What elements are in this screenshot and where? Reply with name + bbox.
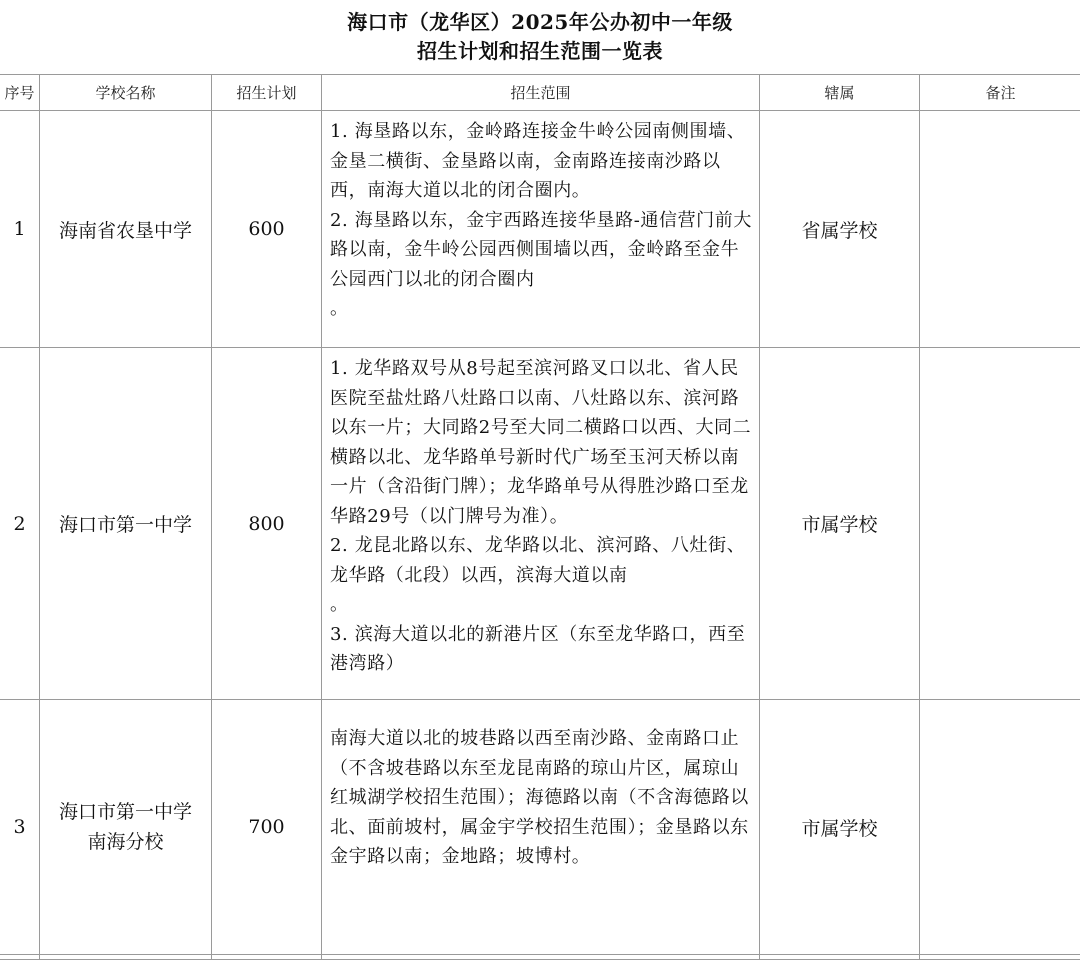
enrollment-range bbox=[322, 700, 760, 955]
table-row bbox=[0, 111, 1080, 348]
header-index: 序号 bbox=[0, 75, 40, 111]
header-plan: 招生计划 bbox=[212, 75, 322, 111]
table-row bbox=[0, 348, 1080, 700]
affiliation: 市属学校 bbox=[760, 348, 920, 700]
empty-cell bbox=[40, 955, 212, 960]
document-title bbox=[0, 0, 1080, 74]
range-line: 。 bbox=[330, 590, 753, 620]
affiliation: 省属学校 bbox=[760, 111, 920, 348]
row-index: 1 bbox=[0, 111, 40, 348]
school-name: 海南省农垦中学 bbox=[40, 111, 212, 348]
empty-cell bbox=[0, 955, 40, 960]
title-line-2: 招生计划和招生范围一览表 bbox=[0, 37, 1080, 66]
school-name-line: 海口市第一中学 bbox=[40, 797, 211, 827]
range-line: 2. 龙昆北路以东、龙华路以北、滨河路、八灶街、龙华路（北段）以西，滨海大道以南 bbox=[330, 531, 753, 590]
remarks bbox=[920, 111, 1080, 348]
remarks bbox=[920, 700, 1080, 955]
header-remarks: 备注 bbox=[920, 75, 1080, 111]
row-index: 3 bbox=[0, 700, 40, 955]
enrollment-plan: 800 bbox=[212, 348, 322, 700]
range-line: 1. 海垦路以东，金岭路连接金牛岭公园南侧围墙、金垦二横街、金垦路以南，金南路连接南沙路以西，南海大道以北的闭合圈内。 bbox=[330, 117, 753, 206]
title-line-1: 海口市（龙华区）2025年公办初中一年级 bbox=[0, 8, 1080, 37]
range-line: 南海大道以北的坡巷路以西至南沙路、金南路口止（不含坡巷路以东至龙昆南路的琼山片区，属琼山红城湖学校招生范围）；海德路以南（不含海德路以北、面前坡村，属金宇学校招生范围）；金垦路以东金宇路以南；金地路；坡博村。 bbox=[330, 724, 753, 872]
school-name: 海口市第一中学 bbox=[40, 348, 212, 700]
table-row-partial bbox=[0, 955, 1080, 960]
header-row bbox=[0, 75, 1080, 111]
range-line: 2. 海垦路以东，金宇西路连接华垦路-通信营门前大路以南，金牛岭公园西侧围墙以西，金岭路至金牛公园西门以北的闭合圈内 bbox=[330, 206, 753, 295]
header-affiliation: 辖属 bbox=[760, 75, 920, 111]
empty-cell bbox=[920, 955, 1080, 960]
remarks bbox=[920, 348, 1080, 700]
table-row bbox=[0, 700, 1080, 955]
range-line: 1. 龙华路双号从8号起至滨河路叉口以北、省人民医院至盐灶路八灶路口以南、八灶路以东、滨河路以东一片；大同路2号至大同二横路口以西、大同二横路以北、龙华路单号新时代广场至玉河天桥以南一片（含沿街门牌）；龙华路单号从得胜沙路口至龙华路29号（以门牌号为准）。 bbox=[330, 354, 753, 531]
header-range: 招生范围 bbox=[322, 75, 760, 111]
empty-cell bbox=[212, 955, 322, 960]
enrollment-plan: 700 bbox=[212, 700, 322, 955]
header-school: 学校名称 bbox=[40, 75, 212, 111]
empty-cell bbox=[760, 955, 920, 960]
range-line: 。 bbox=[330, 294, 753, 324]
school-name-line: 南海分校 bbox=[40, 827, 211, 857]
empty-cell bbox=[322, 955, 760, 960]
enrollment-plan: 600 bbox=[212, 111, 322, 348]
school-name bbox=[40, 700, 212, 955]
row-index: 2 bbox=[0, 348, 40, 700]
range-line: 3. 滨海大道以北的新港片区（东至龙华路口，西至港湾路） bbox=[330, 620, 753, 679]
affiliation: 市属学校 bbox=[760, 700, 920, 955]
enrollment-table bbox=[0, 74, 1080, 960]
enrollment-range bbox=[322, 111, 760, 348]
enrollment-range bbox=[322, 348, 760, 700]
